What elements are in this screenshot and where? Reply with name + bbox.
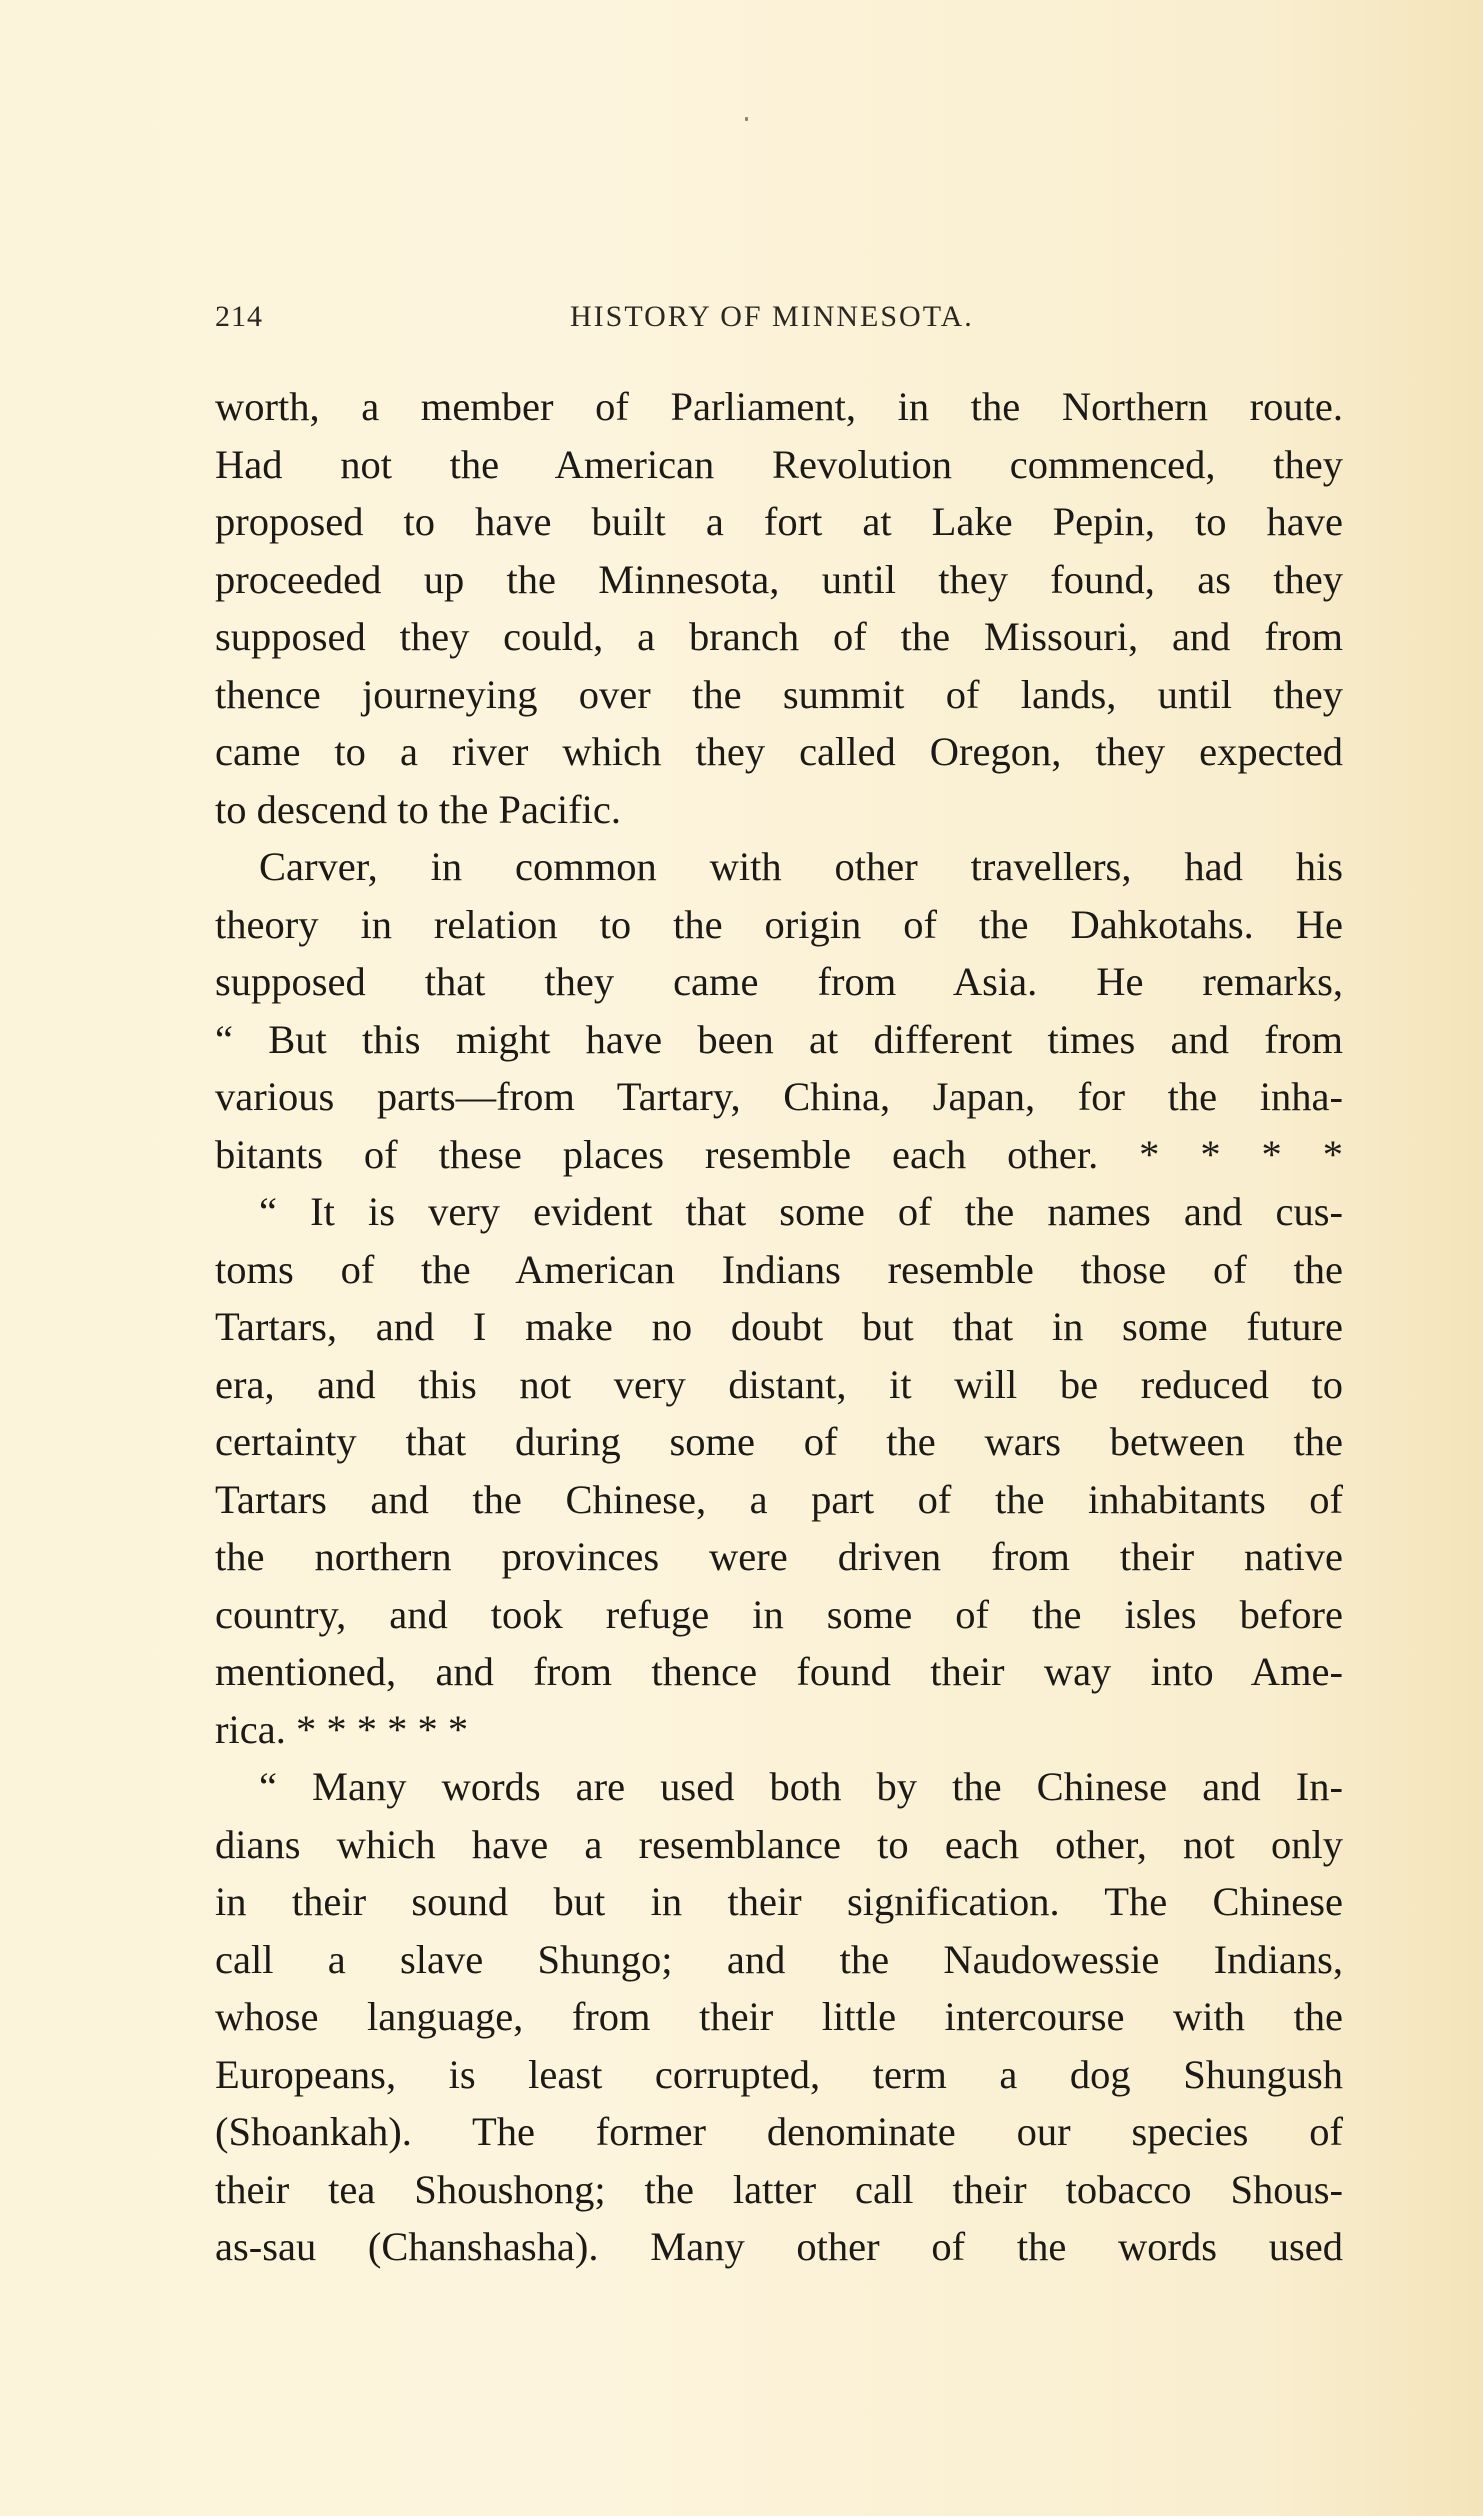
text-line: era, and this not very distant, it will be reduced to — [215, 1361, 1343, 1407]
paragraph — [215, 378, 1343, 838]
text-line: came to a river which they called Oregon, they expected — [215, 729, 1343, 774]
text-line: dians which have a resemblance to each other, not only — [215, 1821, 1343, 1867]
text-line: “ It is very evident that some of the names and cus- — [259, 1189, 1343, 1234]
text-line: thence journeying over the summit of lands, until they — [215, 671, 1343, 717]
text-line: worth, a member of Parliament, in the Northern route. — [215, 384, 1343, 429]
text-line: mentioned, and from thence found their way into Ame- — [215, 1649, 1343, 1694]
page-header — [215, 300, 1343, 340]
text-line: “ But this might have been at different times and from — [215, 1016, 1343, 1062]
text-line: supposed that they came from Asia. He remarks, — [215, 959, 1343, 1004]
text-line: whose language, from their little intercourse with the — [215, 1994, 1343, 2039]
text-line: (Shoankah). The former denominate our species of — [215, 2109, 1343, 2154]
paper-speck — [745, 117, 748, 121]
text-line: proposed to have built a fort at Lake Pepin, to have — [215, 499, 1343, 544]
text-line: Europeans, is least corrupted, term a dog Shungush — [215, 2051, 1343, 2097]
text-line: bitants of these places resemble each other. * * * * — [215, 1131, 1343, 1177]
page-number: 214 — [215, 300, 263, 333]
text-line: country, and took refuge in some of the isles before — [215, 1591, 1343, 1637]
text-line: theory in relation to the origin of the Dahkotahs. He — [215, 901, 1343, 947]
text-line: toms of the American Indians resemble those of the — [215, 1246, 1343, 1292]
text-line: Tartars and the Chinese, a part of the inhabitants of — [215, 1476, 1343, 1522]
text-line: as-sau (Chanshasha). Many other of the words used — [215, 2224, 1343, 2269]
text-line: various parts—from Tartary, China, Japan, for the inha- — [215, 1074, 1343, 1119]
text-line: Had not the American Revolution commenced, they — [215, 441, 1343, 487]
text-line: supposed they could, a branch of the Missouri, and from — [215, 614, 1343, 659]
text-line: Carver, in common with other travellers, had his — [259, 844, 1343, 889]
paragraph — [215, 1183, 1343, 1758]
text-line: Tartars, and I make no doubt but that in some future — [215, 1304, 1343, 1349]
text-line: their tea Shoushong; the latter call their tobacco Shous- — [215, 2166, 1343, 2212]
paragraph — [215, 1758, 1343, 2276]
text-line: in their sound but in their signification. The Chinese — [215, 1879, 1343, 1924]
text-line: proceeded up the Minnesota, until they found, as they — [215, 556, 1343, 602]
body-text — [215, 378, 1343, 2276]
paragraph — [215, 838, 1343, 1183]
text-line: call a slave Shungo; and the Naudowessie Indians, — [215, 1936, 1343, 1982]
text-line: certainty that during some of the wars between the — [215, 1419, 1343, 1464]
text-line: rica. * * * * * * — [215, 1706, 469, 1752]
running-head: HISTORY OF MINNESOTA. — [570, 300, 974, 333]
text-line: to descend to the Pacific. — [215, 786, 621, 832]
text-line: “ Many words are used both by the Chinese and In- — [259, 1764, 1343, 1809]
text-line: the northern provinces were driven from their native — [215, 1534, 1343, 1579]
